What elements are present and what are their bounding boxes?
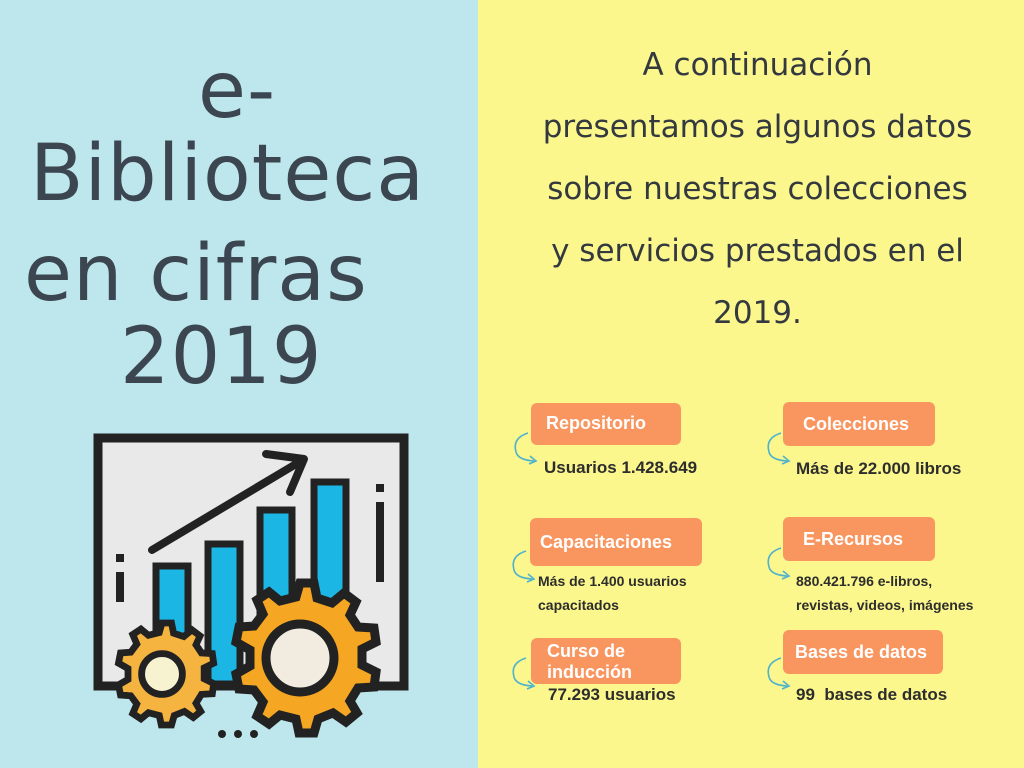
- intro-line-1: A continuación: [642, 47, 873, 83]
- title-line-4: 2019: [120, 312, 323, 402]
- bases-label: Bases de datos: [783, 630, 943, 674]
- intro-line-5: 2019.: [713, 295, 802, 331]
- intro-text: [500, 34, 1015, 344]
- curved-arrow-icon: [763, 655, 795, 691]
- colecciones-label: Colecciones: [783, 402, 935, 446]
- curved-arrow-icon: [510, 430, 542, 466]
- erecursos-value-line-2: revistas, videos, imágenes: [796, 597, 974, 613]
- curved-arrow-icon: [508, 655, 540, 691]
- curved-arrow-icon: [508, 548, 540, 584]
- capacitaciones-value-line-2: capacitados: [538, 597, 619, 613]
- erecursos-label: E-Recursos: [783, 517, 935, 561]
- curved-arrow-icon: [763, 545, 795, 581]
- curved-arrow-icon: [763, 430, 795, 466]
- repositorio-value: Usuarios 1.428.649: [544, 458, 698, 477]
- intro-line-3: sobre nuestras colecciones: [547, 171, 968, 207]
- title-line-1: e-: [198, 46, 277, 136]
- chart-with-gears-icon: [90, 432, 420, 748]
- intro-line-2: presentamos algunos datos: [542, 109, 973, 145]
- repositorio-label: Repositorio: [531, 403, 681, 445]
- title-line-2: Biblioteca: [30, 129, 426, 219]
- curso-label: [531, 638, 681, 684]
- intro-line-4: y servicios prestados en el: [551, 233, 964, 269]
- curso-value: 77.293 usuarios: [548, 685, 676, 704]
- capacitaciones-value-line-1: Más de 1.400 usuarios: [538, 573, 687, 589]
- erecursos-value-line-1: 880.421.796 e-libros,: [796, 573, 933, 589]
- bases-value: 99 bases de datos: [796, 685, 948, 704]
- title-line-3: en cifras: [24, 229, 368, 319]
- curso-label-line-2: inducción: [547, 662, 632, 682]
- colecciones-value: Más de 22.000 libros: [796, 459, 962, 478]
- capacitaciones-label: Capacitaciones: [530, 518, 702, 566]
- curso-label-line-1: Curso de: [547, 641, 626, 661]
